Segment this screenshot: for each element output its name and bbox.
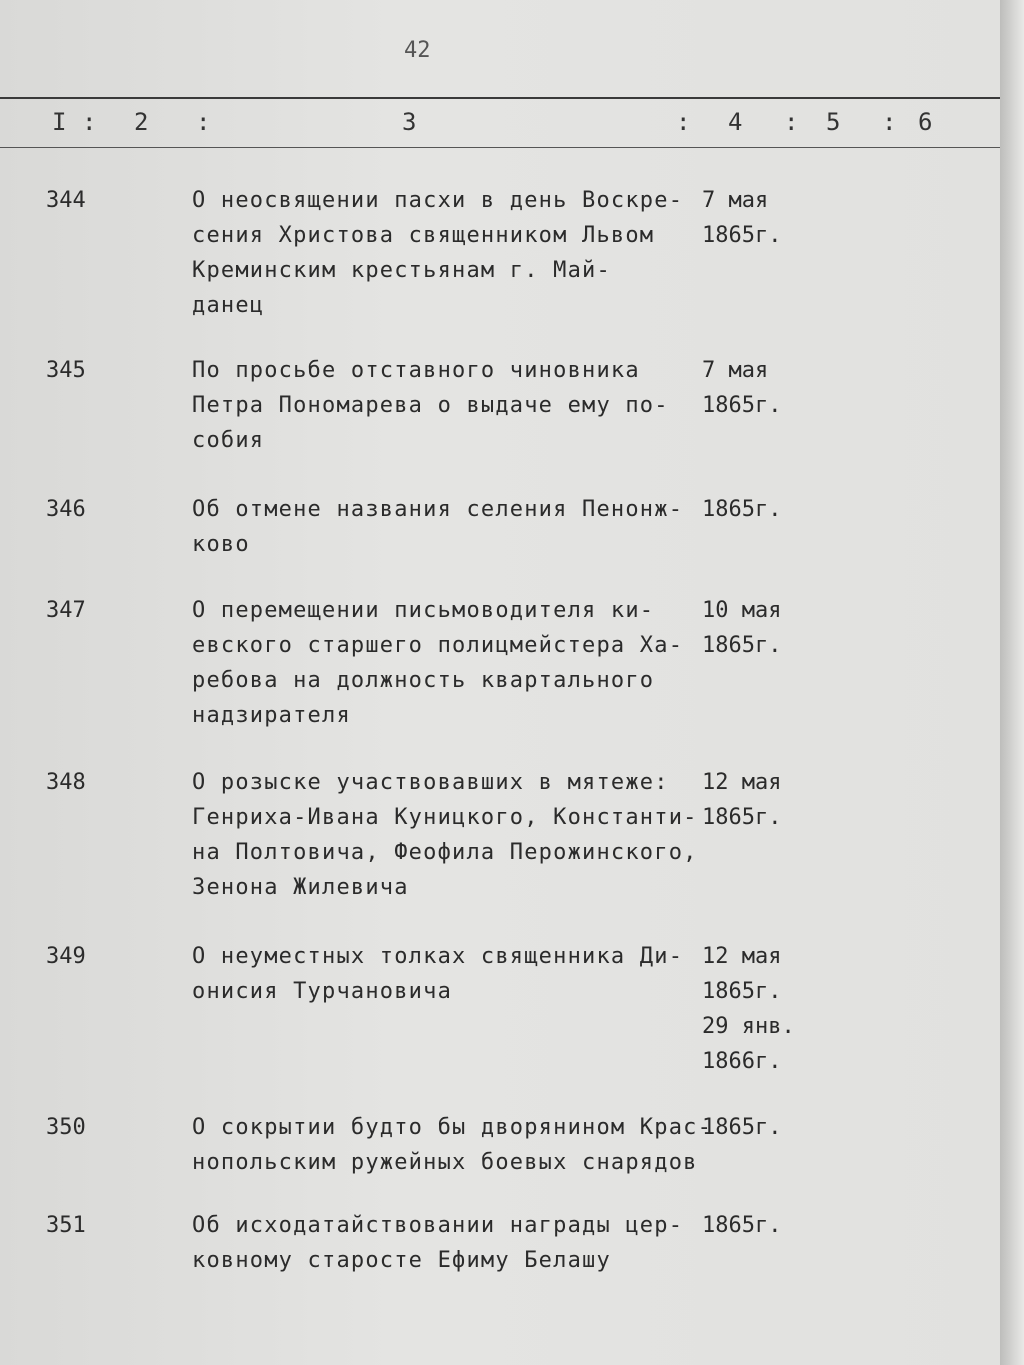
entry-title-line: сения Христова священником Львом xyxy=(192,223,655,248)
entry-title xyxy=(192,765,698,905)
entry-date-line: 1865г. xyxy=(702,393,782,418)
header-bottom-rule xyxy=(0,147,1000,148)
entry-title xyxy=(192,353,692,458)
entry-number: 344 xyxy=(46,188,86,213)
entry-date-line: 1865г. xyxy=(702,1115,782,1140)
entry-title-line: О розыске участвовавших в мятеже: xyxy=(192,770,669,795)
entry-title-line: Генриха-Ивана Куницкого, Константи- xyxy=(192,805,698,830)
entry-number: 350 xyxy=(46,1115,86,1140)
entry-date-line: 7 мая xyxy=(702,358,769,383)
entry-title-line: нопольским ружейных боевых снарядов xyxy=(192,1150,698,1175)
entry-number: 351 xyxy=(46,1213,86,1238)
entry-title-line: ково xyxy=(192,532,250,557)
entry-title-line: Об исходатайствовании награды цер- xyxy=(192,1213,684,1238)
entry-date-line: 1865г. xyxy=(702,633,782,658)
column-header-2: 2 xyxy=(134,108,151,136)
page-number: 42 xyxy=(404,38,431,63)
entry-date-line: 1865г. xyxy=(702,979,782,1004)
entry-title-line: Креминским крестьянам г. Май- xyxy=(192,258,611,283)
entry-title-line: данец xyxy=(192,293,265,318)
column-header-separator: : xyxy=(882,108,899,136)
entry-date-line: 7 мая xyxy=(702,188,769,213)
entry-title-line: Петра Пономарева о выдаче ему по- xyxy=(192,393,669,418)
entry-date-line: 1865г. xyxy=(702,1213,782,1238)
entry-number: 348 xyxy=(46,770,86,795)
entry-date xyxy=(702,939,812,1079)
entry-title-line: собия xyxy=(192,428,265,453)
entry-title-line: Об отмене названия селения Пенонж- xyxy=(192,497,684,522)
entry-date-line: 12 мая xyxy=(702,770,782,795)
entry-title-line: на Полтовича, Феофила Перожинского, xyxy=(192,840,698,865)
entry-title-line: О неуместных толках священника Ди- xyxy=(192,944,684,969)
entry-title xyxy=(192,939,692,1009)
entry-title-line: онисия Турчановича xyxy=(192,979,453,1004)
entry-number: 347 xyxy=(46,598,86,623)
entry-date xyxy=(702,183,812,253)
entry-date xyxy=(702,353,812,423)
column-header-5: 5 xyxy=(826,108,843,136)
entry-title-line: ребова на должность квартального xyxy=(192,668,655,693)
entry-number: 345 xyxy=(46,358,86,383)
entry-date xyxy=(702,492,812,527)
entry-title-line: надзирателя xyxy=(192,703,351,728)
entry-date-line: 1866г. xyxy=(702,1049,782,1074)
entry-date xyxy=(702,1110,812,1145)
column-header-4: 4 xyxy=(728,108,745,136)
entry-title-line: О перемещении письмоводителя ки- xyxy=(192,598,655,623)
entry-date-line: 1865г. xyxy=(702,805,782,830)
entry-title xyxy=(192,492,692,562)
entry-title xyxy=(192,1208,692,1278)
entry-date xyxy=(702,1208,812,1243)
entry-title xyxy=(192,1110,713,1180)
column-header-separator: : xyxy=(784,108,801,136)
column-header-6: 6 xyxy=(918,108,935,136)
entry-number: 346 xyxy=(46,497,86,522)
entry-number: 349 xyxy=(46,944,86,969)
entry-date xyxy=(702,765,812,835)
entry-date-line: 12 мая xyxy=(702,944,782,969)
column-header-3: 3 xyxy=(402,108,419,136)
entry-title-line: О сокрытии будто бы дворянином Крас- xyxy=(192,1115,713,1140)
entry-title-line: По просьбе отставного чиновника xyxy=(192,358,640,383)
page-edge xyxy=(1000,0,1024,1365)
column-header-separator: : xyxy=(196,108,213,136)
entry-title-line: ковному старосте Ефиму Белашу xyxy=(192,1248,611,1273)
header-top-rule xyxy=(0,97,1000,99)
column-header-separator: : xyxy=(676,108,693,136)
entry-title-line: евского старшего полицмейстера Ха- xyxy=(192,633,684,658)
entry-date-line: 1865г. xyxy=(702,497,782,522)
entry-date xyxy=(702,593,812,663)
entry-date-line: 10 мая xyxy=(702,598,782,623)
entry-title-line: О неосвящении пасхи в день Воскре- xyxy=(192,188,684,213)
column-header-1: I xyxy=(52,108,69,136)
column-header-separator: : xyxy=(82,108,99,136)
entry-date-line: 29 янв. xyxy=(702,1014,795,1039)
entry-title xyxy=(192,593,692,733)
entry-title-line: Зенона Жилевича xyxy=(192,875,409,900)
entry-date-line: 1865г. xyxy=(702,223,782,248)
entry-title xyxy=(192,183,692,323)
